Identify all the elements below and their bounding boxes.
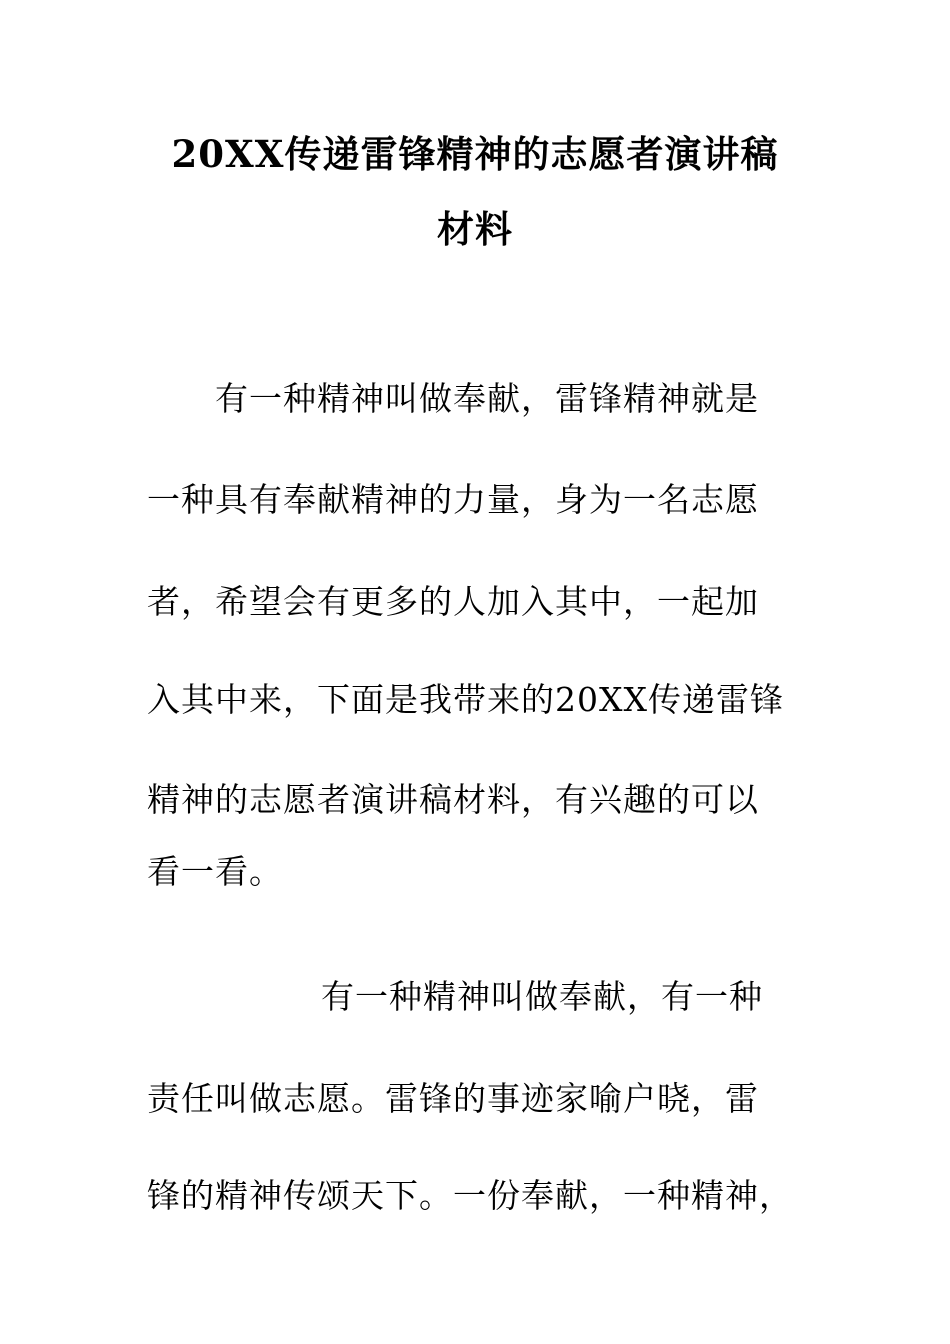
- paragraph-line: 精神的志愿者演讲稿材料，有兴趣的可以: [147, 780, 759, 819]
- paragraph-line: 入其中来，下面是我带来的20XX传递雷锋: [147, 680, 784, 719]
- paragraph-line: 责任叫做志愿。雷锋的事迹家喻户晓，雷: [147, 1079, 759, 1118]
- paragraph-line: 有一种精神叫做奉献，雷锋精神就是: [215, 379, 759, 418]
- paragraph-line: 一种具有奉献精神的力量，身为一名志愿: [147, 480, 759, 519]
- document-title-line-1: 20XX传递雷锋精神的志愿者演讲稿: [171, 132, 779, 176]
- paragraph-line: 有一种精神叫做奉献，有一种: [321, 977, 763, 1016]
- paragraph-line: 锋的精神传颂天下。一份奉献，一种精神，: [147, 1176, 793, 1215]
- paragraph-line: 看一看。: [147, 852, 283, 891]
- document-title-line-2: 材料: [437, 207, 513, 251]
- paragraph-line: 者，希望会有更多的人加入其中，一起加: [147, 582, 759, 621]
